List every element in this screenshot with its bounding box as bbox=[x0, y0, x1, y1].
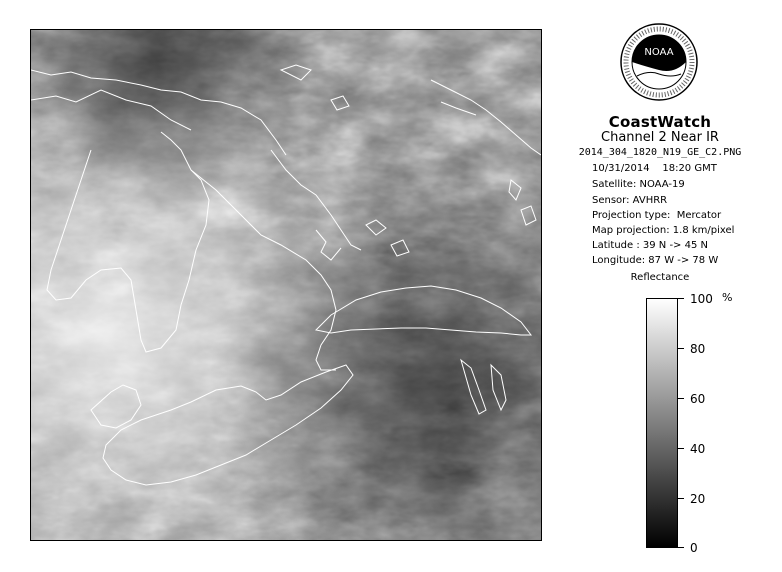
logo-text: NOAA bbox=[644, 47, 674, 58]
satellite-label: Satellite: NOAA-19 bbox=[592, 179, 685, 190]
tick-mark bbox=[678, 498, 684, 499]
tick-mark bbox=[678, 348, 684, 349]
latitude-label: Latitude : 39 N -> 45 N bbox=[592, 240, 708, 251]
tick-mark bbox=[678, 547, 684, 548]
sensor-label: Sensor: AVHRR bbox=[592, 195, 668, 206]
datetime-label: 10/31/2014 18:20 GMT bbox=[592, 163, 717, 174]
tick-label: 60 bbox=[690, 392, 706, 406]
colorbar bbox=[646, 298, 678, 548]
tick-label: 20 bbox=[690, 492, 706, 506]
tick-label: 40 bbox=[690, 442, 706, 456]
longitude-label: Longitude: 87 W -> 78 W bbox=[592, 255, 719, 266]
legend-title: Reflectance bbox=[630, 272, 690, 283]
file-name: 2014_304_1820_N19_GE_C2.PNG bbox=[578, 147, 742, 158]
tick-mark bbox=[678, 448, 684, 449]
noaa-logo-icon bbox=[619, 22, 699, 102]
map-svg bbox=[31, 30, 541, 540]
tick-mark bbox=[678, 398, 684, 399]
map-projection-label: Map projection: 1.8 km/pixel bbox=[592, 225, 735, 236]
projection-type-label: Projection type: Mercator bbox=[592, 210, 722, 221]
product-title: Channel 2 Near IR bbox=[601, 130, 719, 145]
tick-label: 100 bbox=[690, 292, 713, 306]
tick-mark bbox=[678, 298, 684, 299]
satellite-image-map bbox=[30, 29, 542, 541]
unit-label: % bbox=[722, 291, 733, 304]
tick-label: 0 bbox=[690, 541, 698, 555]
tick-label: 80 bbox=[690, 342, 706, 356]
brand-title: CoastWatch bbox=[608, 113, 712, 131]
